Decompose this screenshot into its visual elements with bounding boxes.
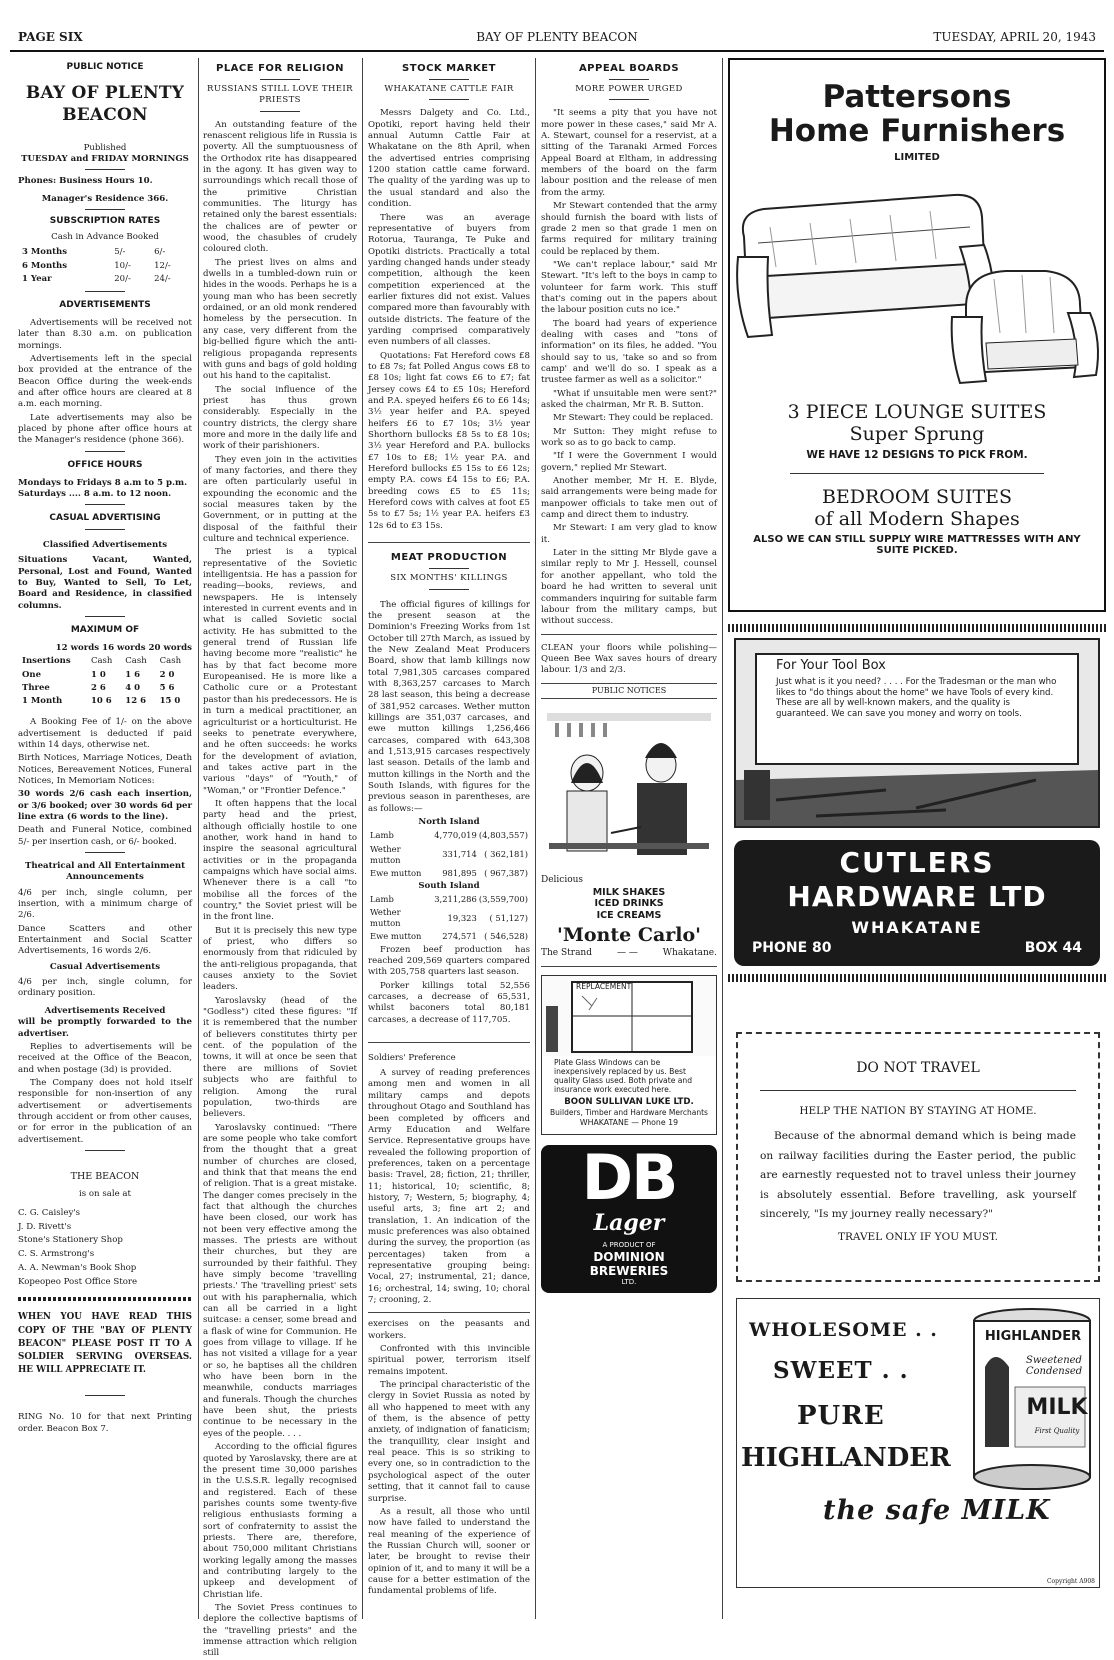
boon-name: BOON SULLIVAN LUKE LTD. bbox=[564, 1096, 694, 1107]
office-hours-line: Mondays to Fridays 8 a.m to 5 p.m. bbox=[18, 477, 188, 488]
column-divider bbox=[722, 58, 723, 1619]
column-divider bbox=[535, 58, 536, 1619]
cutlers-banner bbox=[734, 840, 1100, 966]
received-text: The Company does not hold itself responsible for non-insertion of any advertisement or advertisements through accident or from other causes, or for error in the publication of an advertisement. bbox=[18, 1077, 192, 1145]
on-sale: is on sale at bbox=[78, 1189, 131, 1200]
north-island-label: North Island bbox=[418, 817, 480, 828]
article-para: The Soviet Press continues to deplore the collective baptisms of the "travelling priests" and the immense attraction which religion still bbox=[203, 1602, 357, 1659]
seller: A. A. Newman's Book Shop bbox=[18, 1262, 137, 1273]
article-para: Later in the sitting Mr Blyde gave a similar reply to Mr J. Hessell, counsel for another appellant, who told the board he had written to several unit commanders inquiring for suitable farm labour from the military camps, but without success. bbox=[541, 548, 717, 627]
phones-line: Phones: Business Hours 10. bbox=[18, 176, 153, 187]
office-hours-line: Saturdays .... 8 a.m. to 12 noon. bbox=[18, 488, 172, 499]
super-sprung: Super Sprung bbox=[849, 423, 985, 446]
highlander-ad bbox=[736, 1298, 1100, 1588]
soldier-note: WHEN YOU HAVE READ THIS COPY OF THE "BAY OF PLENTY BEACON" PLEASE POST IT TO A SOLDIER SERVING OVERSEAS. HE WILL APPRECIATE IT. bbox=[18, 1312, 192, 1376]
travel-heading: DO NOT TRAVEL bbox=[856, 1060, 980, 1076]
notice-heading: PUBLIC NOTICE bbox=[66, 62, 144, 72]
milk-slogan: the safe MILK bbox=[823, 1495, 1051, 1526]
mattress-line: ALSO WE CAN STILL SUPPLY WIRE MATTRESSES WITH ANY SUITE PICKED. bbox=[753, 534, 1081, 557]
article-heading: APPEAL BOARDS bbox=[578, 63, 680, 74]
cutlers-ad bbox=[728, 624, 1106, 1004]
page-number: PAGE SIX bbox=[18, 30, 83, 44]
advertisements-heading: ADVERTISEMENTS bbox=[59, 300, 151, 310]
monte-carlo-ad bbox=[541, 703, 717, 960]
seller: Kopeopeo Post Office Store bbox=[18, 1276, 138, 1287]
monte-carlo-name: 'Monte Carlo' bbox=[557, 924, 701, 947]
article-para: According to the official figures quoted by Yaroslavsky, there are at the present time 30,000 parishes in the U.S.S.R. legally recognised and registered. Each of these parishes counts some twenty-five religious enthusiasts forming a sort of confraternity to assist the priests. There are, therefore, about 750,000 militant Christians working legally among the masses and contributing largely to the upkeep and development of Christian life. bbox=[203, 1442, 357, 1600]
adv-para: Late advertisements may also be placed by phone after office hours at the Manager's residence (phone 366). bbox=[18, 412, 192, 446]
db-brewer: DOMINION bbox=[593, 1250, 665, 1265]
article-para: An outstanding feature of the renascent religious life in Russia is poverty. All the sumptuousness of the Orthodox rite has disappeared in the agony. It has given way to surroundings which recall those of the primitive Christian communities. The liturgy has retained only the barest essentials: the chalices are of pewter or wood, the chasubles of crudely coloured cloth. bbox=[203, 119, 357, 255]
article-para: The priest lives on alms and dwells in a tumbled-down ruin or hides in the woods. Perhaps he is a young man who has been secretly ordained, or an old monk rendered homeless by the persecution. In any case, very different from the big-bellied figure which the anti-religious propaganda represents with guns and bags of gold holding out his hand to the capitalist. bbox=[203, 257, 357, 382]
toolbox-panel bbox=[734, 638, 1100, 828]
travel-notice bbox=[736, 1032, 1100, 1282]
seller: C. G. Caisley's bbox=[18, 1207, 81, 1218]
article-para: The social influence of the priest has thus grown considerably. Especially in the country districts, the clergy share more and more in the daily life and work of their parishioners. bbox=[203, 384, 357, 452]
words-header: 12 words 16 words 20 words bbox=[55, 643, 192, 654]
boon-sub: Builders, Timber and Hardware Merchants bbox=[550, 1107, 708, 1117]
cutlers-hardware: HARDWARE LTD bbox=[787, 880, 1047, 913]
copyright: Copyright A908 bbox=[1046, 1578, 1095, 1585]
publish-days: TUESDAY and FRIDAY MORNINGS bbox=[21, 154, 189, 165]
tin-milk: MILK bbox=[1026, 1395, 1088, 1420]
article-para: There was an average representative of buyers from Rotorua, Tauranga, Te Puke and Opotiki districts. Practically a total yarding changed hands under steady competition, although the keen competition experienced at the earlier fixtures did not exist. Values compared more than favourably with outside districts. The feature of the yarding comprised comparatively even numbers of all classes. bbox=[368, 212, 530, 348]
casual-ads-heading: Casual Advertisements bbox=[49, 961, 161, 972]
page-header bbox=[18, 30, 1096, 48]
article-para: Porker killings total 52,556 carcases, a decrease of 65,531, whilst baconers total 80,181 carcases, a decrease of 117,705. bbox=[368, 980, 530, 1025]
boon-text: Plate Glass Windows can be inexpensively replaced by us. Best quality Glass used. Both private and insurance work executed here. bbox=[554, 1058, 693, 1095]
subscription-heading: SUBSCRIPTION RATES bbox=[49, 216, 161, 227]
article-heading: STOCK MARKET bbox=[402, 63, 496, 74]
travel-sub: HELP THE NATION BY STAYING AT HOME. bbox=[799, 1105, 1037, 1117]
theatrical-heading: Theatrical and All Entertainment Announcements bbox=[24, 861, 186, 883]
designs-line: WE HAVE 12 DESIGNS TO PICK FROM. bbox=[806, 449, 1028, 462]
header-rule bbox=[10, 50, 1104, 52]
manager-line: Manager's Residence 366. bbox=[41, 193, 169, 204]
ring-note: RING No. 10 for that next Printing order. Beacon Box 7. bbox=[18, 1412, 192, 1434]
article-subheading: WHAKATANE CATTLE FAIR bbox=[384, 84, 514, 95]
travel-text: Because of the abnormal demand which is being made on railway facilities during the Easter period, the public are earnestly requested not to travel unless their journey is absolutely essential. Before travelling, ask yourself sincerely, "Is my journey really necessary?" bbox=[760, 1130, 1076, 1221]
birth-rate: 30 words 2/6 cash each insertion, or 3/6 booked; over 30 words 6d per line extra (6 words to the line). bbox=[18, 789, 192, 822]
column-appeal-boards bbox=[541, 58, 717, 1618]
travel-only: TRAVEL ONLY IF YOU MUST. bbox=[838, 1230, 998, 1243]
page-date: TUESDAY, APRIL 20, 1943 bbox=[933, 30, 1096, 44]
toolbox-text bbox=[776, 658, 1064, 720]
funeral-notice: Death and Funeral Notice, combined 5/- per insertion cash, or 6/- booked. bbox=[18, 825, 192, 847]
subscription-cols: Cash in Advance Booked bbox=[51, 232, 159, 242]
casual-ads-text: 4/6 per inch, single column, for ordinary position. bbox=[18, 977, 192, 999]
pattersons-limited: LIMITED bbox=[894, 152, 940, 164]
milk-brand: HIGHLANDER bbox=[741, 1443, 951, 1473]
monte-address: The Strand — — Whakatane. bbox=[541, 948, 717, 959]
south-island-label: South Island bbox=[418, 880, 480, 891]
article-para: Frozen beef production has reached 209,569 quarters compared with 205,758 quarters last season. bbox=[368, 944, 530, 978]
lounge-suite-illustration bbox=[730, 167, 1104, 397]
replacement-label: REPLACEMENT bbox=[576, 982, 632, 992]
toolbox-body: Just what is it you need? . . . . For the Tradesman or the man who likes to "do things about the home" we have Tools of every kind. These are all by well-known makers, and the quality is guaranteed. We can save you money and worry on tools. bbox=[776, 677, 1057, 720]
adv-para: Advertisements left in the special box provided at the entrance of the Beacon Office during the week-ends and after office hours are cleared at 8 a.m. each morning. bbox=[18, 353, 192, 410]
public-notices-heading: PUBLIC NOTICES bbox=[591, 685, 667, 695]
boon-sullivan-ad bbox=[541, 975, 717, 1135]
article-para: "We can't replace labour," said Mr Stewart. "It's left to the boys in camp to volunteer for farm work. This stuff that's coming out in the papers about the labour position cuts no ice." bbox=[541, 259, 717, 316]
column-divider bbox=[362, 58, 363, 1619]
clean-ad: CLEAN your floors while polishing—Queen Bee Wax saves hours of dreary labour. 1/3 and 2/3. bbox=[541, 642, 717, 676]
pattersons-title: Pattersons bbox=[822, 79, 1012, 115]
article-para: Messrs Dalgety and Co. Ltd., Opotiki, report having held their annual Autumn Cattle Fair at Whakatane on the 8th April, when the advertised entries comprising 1200 station cattle came forward. The quality of the yarding was up to the usual standard and also the condition. bbox=[368, 108, 530, 210]
published-label: Published bbox=[83, 142, 127, 153]
soldiers-heading: Soldiers' Preference bbox=[368, 1052, 456, 1063]
beacon-heading: THE BEACON bbox=[70, 1170, 140, 1182]
received-heading: Advertisements Received bbox=[44, 1005, 166, 1016]
seller: J. D. Rivett's bbox=[18, 1221, 72, 1232]
bedroom-suites: BEDROOM SUITES bbox=[821, 486, 1013, 509]
article-para: Yaroslavsky (head of the "Godless") cited these figures: "If it is remembered that the number of believers constitutes thirty per cent. of the population of the towns, it will at once be seen that there are millions of Soviet subjects who are faithful to religion. Among the rural population, two-thirds are believers. bbox=[203, 995, 357, 1120]
article-para: The priest is a typical representative of the Sovietic intelligentsia. He has a passion for reading—books, reviews, and newspapers. He is intensely interested in current events and in what is called Sovietic social activity. He has submitted to the general trend of Russian life having become more "realistic" he has by that fact become more Europeanised. He is more like a Catholic cure or a Protestant pastor than his predecessors. He is in turn a medical practitioner, an agriculturist or a horticulturist. He seeks to penetrate everywhere, and he often succeeds: he works for the development of aviation, and takes active part in the various "days" of "Youth," of "Woman," or "Frontier Defence." bbox=[203, 547, 357, 796]
article-para: Mr Sutton: They might refuse to work so as to go back to camp. bbox=[541, 426, 717, 449]
lounge-suites: 3 PIECE LOUNGE SUITES bbox=[787, 401, 1047, 424]
toolbox-title: For Your Tool Box bbox=[776, 658, 886, 673]
article-para: exercises on the peasants and workers. bbox=[368, 1319, 530, 1341]
meat-subheading: SIX MONTHS' KILLINGS bbox=[390, 573, 508, 584]
seller: C. S. Armstrong's bbox=[18, 1249, 95, 1260]
db-brewer: BREWERIES bbox=[589, 1264, 669, 1279]
theatrical-text: 4/6 per inch, single column, per insertion, with a minimum charge of 2/6. bbox=[18, 887, 192, 921]
article-para: They even join in the activities of many factories, and there they are often particularly useful in expounding the economic and the social measures taken by the Government, or in putting at the disposal of the faithful their culture and technical experience. bbox=[203, 454, 357, 544]
office-hours-heading: OFFICE HOURS bbox=[67, 459, 143, 470]
classified-heading: Classified Advertisements bbox=[42, 540, 168, 551]
db-lager: Lager bbox=[593, 1210, 665, 1237]
db-ltd: LTD. bbox=[621, 1278, 637, 1287]
column-religion bbox=[203, 58, 357, 1659]
maximum-heading: MAXIMUM OF bbox=[70, 625, 140, 636]
article-para: Mr Stewart contended that the army should furnish the board with lists of grade 2 men so that grade 1 men on farms required for military training could be replaced by them. bbox=[541, 201, 717, 257]
db-logo: DB bbox=[581, 1141, 677, 1215]
tin-brand: HIGHLANDER bbox=[984, 1329, 1082, 1344]
article-para: Mr Stewart: I am very glad to know it. bbox=[541, 523, 717, 545]
article-subheading: RUSSIANS STILL LOVE THEIR PRIESTS bbox=[207, 84, 353, 106]
insertion-table: Insertions Cash Cash Cash One 1 0 1 6 2 0 Three 2 6 4 0 5 6 1 Month 10 6 12 6 15 0 bbox=[22, 656, 182, 707]
column-stock-market bbox=[368, 58, 530, 1618]
masthead: BAY OF PLENTY BEACON bbox=[25, 82, 185, 126]
article-para: A survey of reading preferences among men and women in all military camps and depots throughout Otago and Southland has been completed by officers and Army Education and Welfare Service. Representative groups have revealed the following proportion of preferences, taken on a percentage basis: Travel, 28; fiction, 21; thriller, 11; historical, 10; scientific, 8; history, 7; Western, 5; biography, 4; useful arts, 3; fine art 2; and translation, 1. An indication of the music preferences was also obtained during the survey, the proportion (as percentages) taken from a representative grouping being: Vocal, 27; instrumental, 21; dance, 16; orchestral, 14; swing, 10; choral 7; crooning, 2. bbox=[368, 1068, 530, 1305]
cafe-illustration bbox=[541, 703, 717, 873]
meat-heading: MEAT PRODUCTION bbox=[390, 552, 508, 564]
cutlers-box: BOX 44 bbox=[1024, 940, 1082, 956]
birth-notices: Birth Notices, Marriage Notices, Death Notices, Bereavement Notices, Funeral Notices, In Memoriam Notices: bbox=[18, 753, 192, 786]
north-island-table: Lamb 4,770,019 (4,803,557) Wether mutton 331,714 ( 362,181) Ewe mutton 981,895 ( 967,387) bbox=[370, 830, 528, 878]
received-text: will be promptly forwarded to the advertiser. bbox=[18, 1017, 192, 1039]
pattersons-title: Home Furnishers bbox=[768, 113, 1066, 150]
article-para: The board had years of experience dealing with cases and "tons of information" on its files, he added. "You should say to us, 'take so and so from camp' and we'll do so. I speak as a trustee farmer as well as a solicitor." bbox=[541, 318, 717, 386]
adv-para: Advertisements will be received not later than 8.30 a.m. on publication mornings. bbox=[18, 317, 192, 351]
article-para: Yaroslavsky continued: "There are some people who take comfort from the thought that a great number of churches are closed, and think that that means the end of religion. That is a great mistake. The danger comes precisely in the fact that although the churches have been closed, our work has not been very effective among the masses. The priests are without their churches, but they are surrounded by their faithful. They have simply become 'travelling priests.' The 'travelling priest' sets out with his paraphernalia, which can all be carried in a light suitcase: a censer, some bread and a flask of wine for Communion. He goes from village to village. If he has not visited a village for a year or so, he baptises all the children who have been born in the meanwhile, conducts marriages and funerals. Though the churches have been shut, the priests continue to be necessary in the eyes of the people. . . . bbox=[203, 1122, 357, 1439]
article-para: The principal characteristic of the clergy in Soviet Russia as noted by all who happened to meet with any of them, is the absence of petty anxiety, of indignation of fanaticism; the tranquillity, clear insight and real peace. This is so striking to every one, so in contradiction to the psychological aspect of the outer setting, that it cannot fail to cause surprise. bbox=[368, 1380, 530, 1504]
received-text: Replies to advertisements will be received at the Office of the Beacon, and when postage (3d) is provided. bbox=[18, 1041, 192, 1075]
tin-sweetened: Sweetened Condensed bbox=[1025, 1355, 1083, 1377]
monte-item: ICE CREAMS bbox=[596, 909, 662, 921]
monte-item: ICED DRINKS bbox=[594, 898, 664, 910]
db-lager-ad bbox=[541, 1141, 717, 1293]
article-para: "It seems a pity that you have not more power in these cases," said Mr A. A. Stewart, counsel for a reservist, at a sitting of the Taranaki Armed Forces Appeal Board at Eltham, in addressing members of the board on the farm labour position and the release of men from the army. bbox=[541, 108, 717, 198]
article-para: "If I were the Government I would govern," replied Mr Stewart. bbox=[541, 451, 717, 473]
modern-shapes: of all Modern Shapes bbox=[814, 508, 1020, 531]
db-product-of: A PRODUCT OF bbox=[602, 1241, 656, 1250]
subscription-table: 3 Months 5/- 6/- 6 Months 10/- 12/- 1 Year 20/- 24/- bbox=[22, 247, 171, 284]
booking-fee: A Booking Fee of 1/- on the above advertisement is deducted if paid within 14 days, otherwise net. bbox=[18, 717, 192, 750]
milk-line: PURE bbox=[797, 1401, 885, 1431]
casual-heading: CASUAL ADVERTISING bbox=[49, 513, 161, 524]
article-para: But it is precisely this new type of priest, who differs so enormously from that ridiculed by the anti-religious propaganda, that causes anxiety to the Soviet leaders. bbox=[203, 925, 357, 993]
monte-item: MILK SHAKES bbox=[592, 886, 666, 898]
milk-line: WHOLESOME . . bbox=[749, 1319, 938, 1341]
article-para: It often happens that the local party head and the priest, although officially hostile to one another, work hand in hand to inspire the seasonal agricultural activities or in the propaganda campaigns which have social aims. Whenever there is a call "to mobilise all the forces of the country," the Soviet priest will be in the front line. bbox=[203, 798, 357, 923]
classified-text: Situations Vacant, Wanted, Personal, Lost and Found, Wanted to Buy, Wanted to Sell, To Let, Board and Residence, in classified columns. bbox=[18, 555, 192, 611]
article-heading: PLACE FOR RELIGION bbox=[215, 63, 345, 74]
article-para: Another member, Mr H. E. Blyde, said arrangements were being made for manpower officials to take men out of camp and direct them to industry. bbox=[541, 476, 717, 521]
article-para: The official figures of killings for the present season at the Dominion's Freezing Works from 1st October till 27th March, as issued by the New Zealand Meat Producers Board, show that lamb killings now total 7,981,305 carcases compared with 8,363,257 carcases to March 28 last season, this being a decrease of 381,952 carcases. Wether mutton killings are 351,037 carcases, and ewe mutton killings 1,256,466 carcases, compared with 643,308 and 1,513,915 carcases respectively last season. Details of the lamb and mutton killings in the North and the South Islands, with figures for the previous season in parentheses, are as follows:— bbox=[368, 599, 530, 814]
dance-text: Dance Scatters and other Entertainment and Social Scatter Advertisements, 16 words 2/6. bbox=[18, 923, 192, 957]
cutlers-name: CUTLERS bbox=[839, 846, 995, 879]
cutlers-town: WHAKATANE bbox=[851, 918, 983, 937]
paper-title: BAY OF PLENTY BEACON bbox=[476, 30, 638, 44]
cutlers-phone: PHONE 80 bbox=[752, 940, 832, 956]
seller: Stone's Stationery Shop bbox=[18, 1235, 123, 1246]
article-para: Confronted with this invincible spiritual power, terrorism itself remains impotent. bbox=[368, 1344, 530, 1377]
seller-list bbox=[18, 1207, 192, 1290]
south-island-table: Lamb 3,211,286 (3,559,700) Wether mutton 19,323 ( 51,127) Ewe mutton 274,571 ( 546,528) bbox=[370, 894, 528, 942]
article-para: "What if unsuitable men were sent?" asked the chairman, Mr R. B. Sutton. bbox=[541, 388, 717, 410]
column-public-notice bbox=[18, 58, 192, 1618]
article-subheading: MORE POWER URGED bbox=[575, 84, 683, 95]
article-para: Quotations: Fat Hereford cows £8 to £8 7s; fat Polled Angus cows £8 to £8 10s; light fat cows £6 to £7; fat Jersey cows £4 to £5 10s; Hereford and P.A. speyed heifers £6 to £6 14s; 3½ year heifer and P.A. speyed heifers £6 to £7 10s; 3½ year Shorthorn bullocks £8 5s to £8 10s; 3½ year Hereford and P.A. bullocks £7 10s to £8; 1½ year P.A. and Hereford bullocks £5 15s to £6 12s; empty P.A. cows £4 15s to £6; P.A. breeding cows £5 to £5 11s; Hereford cows with calves at foot £5 5s to £7 5s; 1½ year P.A. heifers £3 12s 6d to £3 15s. bbox=[368, 350, 530, 531]
article-para: As a result, all those who until now have failed to understand the real meaning of the experience of the Russian Church will, sooner or later, be brought to revise their opinion of it, and to many it will be a cause for a better estimation of the fundamental problems of life. bbox=[368, 1506, 530, 1597]
pattersons-ad bbox=[728, 58, 1106, 612]
milk-line: SWEET . . bbox=[773, 1357, 909, 1384]
boon-location: WHAKATANE — Phone 19 bbox=[579, 1117, 679, 1127]
article-para: Mr Stewart: They could be replaced. bbox=[553, 413, 714, 424]
column-divider bbox=[198, 58, 199, 1619]
tin-quality: First Quality bbox=[1034, 1427, 1080, 1435]
delicious-label: Delicious bbox=[541, 875, 584, 886]
